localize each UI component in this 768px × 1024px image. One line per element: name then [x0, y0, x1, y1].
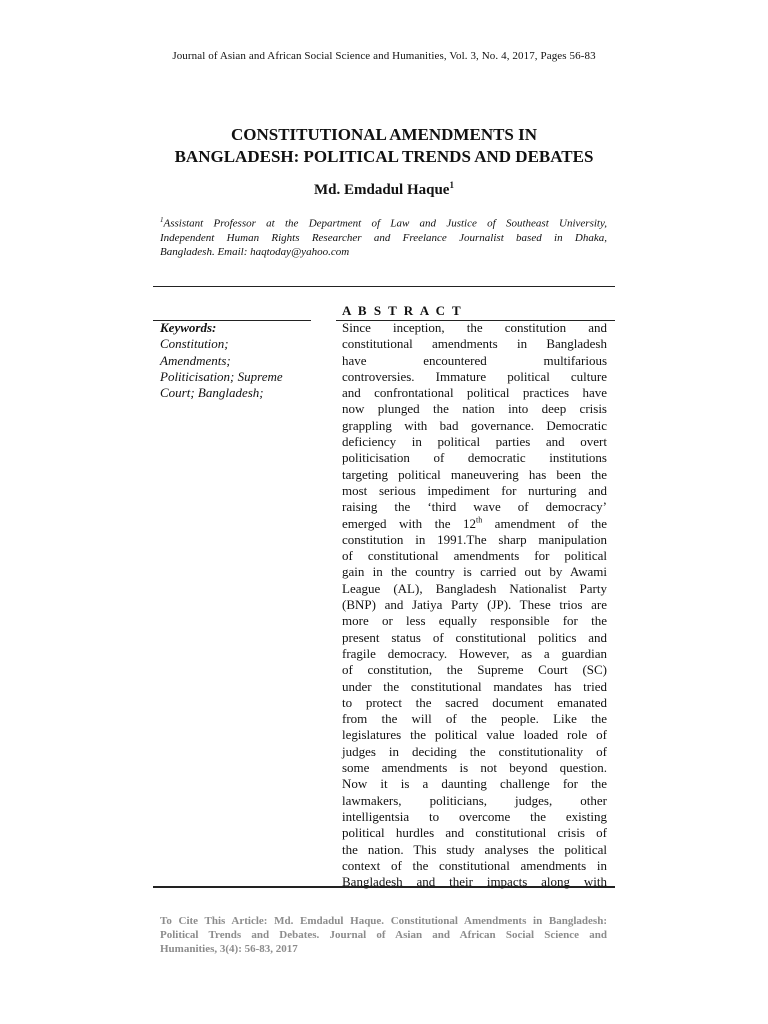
abstract-line: Since inception, the constitution and — [342, 320, 607, 335]
journal-header: Journal of Asian and African Social Science and Humanities, Vol. 3, No. 4, 2017, Pages 56-83 — [172, 50, 596, 62]
abstract-line-13-head: emerged with the 12 — [342, 515, 476, 531]
top-divider — [153, 286, 615, 287]
abstract-line: legislatures the political value loaded role of — [342, 727, 607, 743]
title-line-1: CONSTITUTIONAL AMENDMENTS IN — [230, 125, 538, 144]
abstract-line: (BNP) and Jatiya Party (JP). These trios are — [342, 597, 607, 613]
affiliation-line-3: Bangladesh. Email: haqtoday@yahoo.com — [160, 245, 350, 258]
author-footnote-mark: 1 — [449, 180, 454, 190]
abstract-line: more or less equally responsible for the — [342, 613, 607, 629]
abstract-line: political hurdles and constitutional crisis of — [342, 825, 607, 841]
abstract-line: to protect the sacred document emanated — [342, 694, 607, 710]
abstract-line: politicisation of democratic institutions — [342, 450, 607, 466]
abstract-line: Now it is a daunting challenge for the — [342, 776, 607, 792]
abstract-line: context of the constitutional amendments in — [342, 857, 607, 873]
abstract-line — [342, 516, 607, 532]
paper-title — [120, 124, 648, 168]
citation-line-3: Humanities, 3(4): 56-83, 2017 — [160, 943, 298, 955]
affiliation-footnote-mark: 1 — [160, 216, 164, 224]
abstract-line: the nation. This study analyses the political — [342, 841, 607, 857]
abstract-line: intelligentsia to overcome the existing — [342, 808, 607, 824]
author — [0, 180, 768, 199]
keyword-line: Amendments; — [160, 352, 231, 368]
abstract-line: deficiency in political parties and overt — [342, 434, 607, 450]
abstract-line: of constitutional amendments for political — [342, 548, 607, 564]
abstract-heading: A B S T R A C T — [342, 303, 463, 318]
abstract-line-13-tail: amendment of the — [482, 515, 608, 531]
abstract-line: League (AL), Bangladesh Nationalist Party — [342, 580, 607, 596]
abstract-line: gain in the country is carried out by Awami — [342, 564, 607, 580]
citation-block — [160, 914, 607, 956]
abstract-line: some amendments is not beyond question. — [342, 760, 607, 776]
keyword-line: Politicisation; Supreme — [160, 368, 283, 384]
keywords-heading: Keywords: — [160, 320, 217, 335]
affiliation-line-2: Independent Human Rights Researcher and Freelance Journalist based in Dhaka, — [160, 231, 607, 244]
citation-line-1: To Cite This Article: Md. Emdadul Haque. Constitutional Amendments in Bangladesh: — [160, 915, 607, 927]
abstract-line: lawmakers, politicians, judges, other — [342, 792, 607, 808]
abstract-line: Bangladesh and their impacts along with — [342, 874, 607, 890]
abstract-line: judges in deciding the constitutionality of — [342, 743, 607, 759]
abstract-line: under the constitutional mandates has tried — [342, 678, 607, 694]
abstract-line: now plunged the nation into deep crisis — [342, 401, 607, 417]
abstract-line: from the will of the people. Like the — [342, 711, 607, 727]
abstract-line: controversies. Immature political culture — [342, 368, 607, 384]
abstract-line: of constitution, the Supreme Court (SC) — [342, 662, 607, 678]
ordinal-suffix: th — [475, 515, 483, 525]
affiliation-line-1 — [160, 213, 607, 231]
affiliation-text-1: Assistant Professor at the Department of Law and Justice of Southeast University, — [163, 217, 607, 230]
abstract-line: constitutional amendments in Bangladesh — [342, 336, 607, 352]
bottom-divider — [153, 886, 615, 888]
abstract-line: grappling with bad governance. Democratic — [342, 417, 607, 433]
abstract-line: present status of constitutional politics and — [342, 629, 607, 645]
title-line-2: BANGLADESH: POLITICAL TRENDS AND DEBATES — [174, 147, 594, 166]
affiliation — [160, 213, 607, 259]
abstract-line: and confrontational political practices have — [342, 385, 607, 401]
abstract-line: fragile democracy. However, as a guardian — [342, 645, 607, 661]
abstract-line: raising the ‘third wave of democracy’ — [342, 499, 607, 515]
abstract-line: have encountered multifarious — [342, 352, 607, 368]
abstract-body — [342, 320, 607, 890]
abstract-line: targeting political maneuvering has been the — [342, 466, 607, 482]
author-name: Md. Emdadul Haque — [314, 182, 450, 198]
keyword-line: Court; Bangladesh; — [160, 385, 264, 401]
citation-line-2: Political Trends and Debates. Journal of Asian and African Social Science and — [160, 929, 607, 941]
abstract-line: constitution in 1991.The sharp manipulation — [342, 531, 607, 547]
keywords-block — [160, 320, 312, 401]
keyword-line: Constitution; — [160, 336, 229, 352]
abstract-line: most serious impediment for nurturing and — [342, 482, 607, 498]
